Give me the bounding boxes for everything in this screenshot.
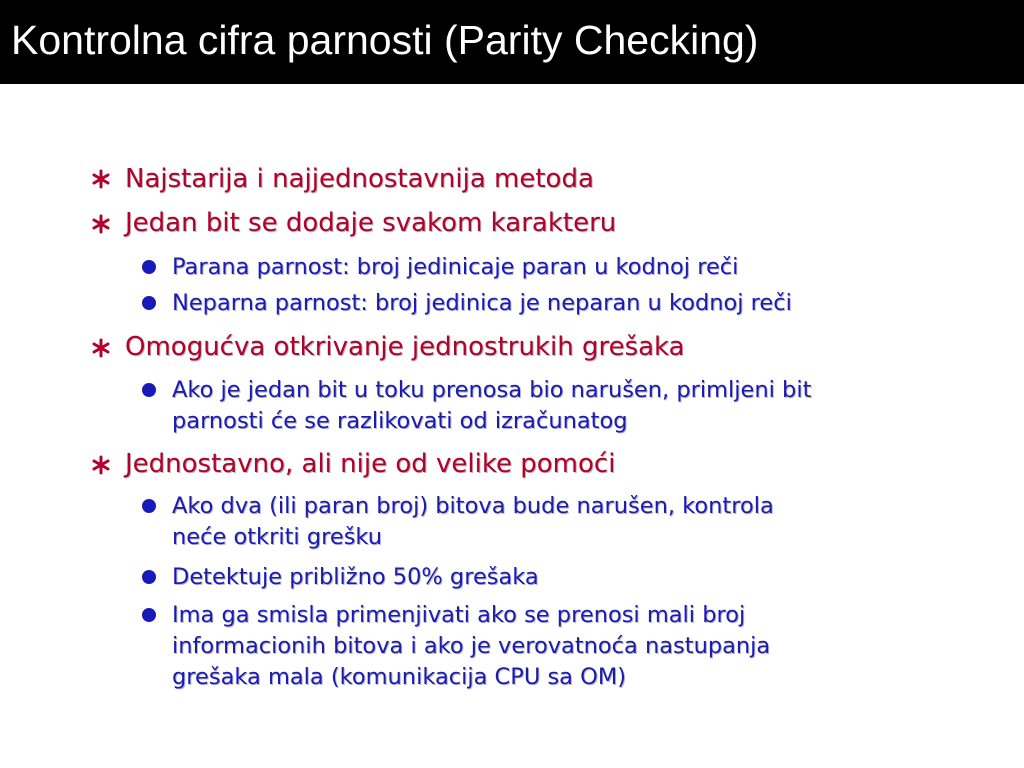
sub-bullet-text: Detektuje približno 50% grešaka [172,564,539,590]
slide-title: Kontrolna cifra parnosti (Parity Checking) [11,17,759,63]
dot-icon [142,296,156,310]
asterisk-icon [91,338,111,358]
dot-icon [142,260,156,274]
dot-icon [142,570,156,584]
dot-icon [142,608,156,622]
sub-bullet-text: Neparna parnost: broj jedinica je neparan u kodnoj reči [172,290,792,316]
sub-bullet-text: Ako je jedan bit u toku prenosa bio narušen, primljeni bit [172,377,812,403]
bullet-text: Jedan bit se dodaje svakom karakteru [125,208,617,238]
sub-bullet-text: Ima ga smisla primenjivati ako se prenosi mali broj [172,602,746,628]
sub-bullet-text: parnosti će se razlikovati od izračunatog [172,408,628,434]
sub-bullet-text: Ako dva (ili paran broj) bitova bude narušen, kontrola [172,493,774,519]
asterisk-icon [91,214,111,234]
sub-bullet-text: Parana parnost: broj jedinicaje paran u kodnoj reči [172,254,739,280]
dot-icon [142,383,156,397]
bullet-text: Jednostavno, ali nije od velike pomoći [125,449,616,479]
asterisk-icon [91,169,111,189]
sub-bullet-text: neće otkriti grešku [172,524,383,550]
bullet-text: Najstarija i najjednostavnija metoda [125,164,594,194]
bullet-text: Omogućva otkrivanje jednostrukih grešaka [125,332,685,362]
dot-icon [142,499,156,513]
sub-bullet-text: informacionih bitova i ako je verovatnoća nastupanja [172,633,771,659]
sub-bullet-text: grešaka mala (komunikacija CPU sa OM) [172,664,627,690]
asterisk-icon [91,455,111,475]
